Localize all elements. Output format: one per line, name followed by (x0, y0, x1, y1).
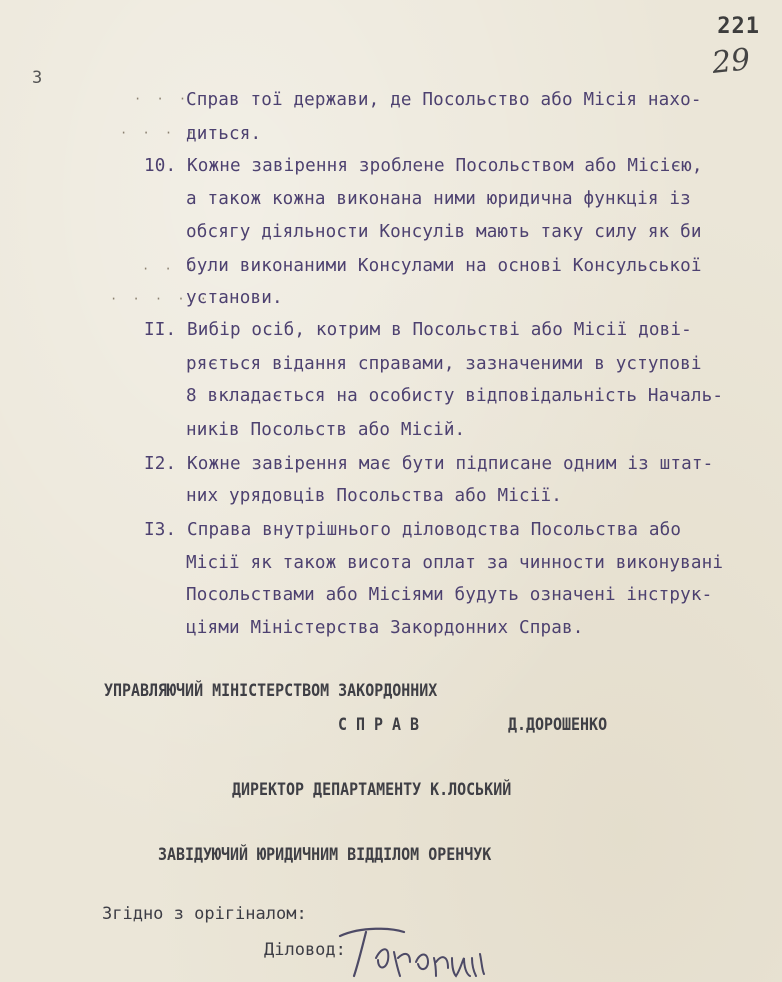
minister-name: Д.ДОРОШЕНКО (508, 715, 608, 735)
archive-number-handwritten: 29 (710, 42, 752, 81)
text-line: I2. Кожне завірення має бути підписане одним із штат- (144, 454, 714, 474)
text-line: ряється відання справами, зазначеними в уступові (186, 354, 702, 374)
text-line: Посольствами або Місіями будуть означені інструк- (186, 585, 713, 605)
handwritten-signature (332, 918, 492, 980)
text-line: 10. Кожне завірення зроблене Посольством або Місією, (144, 156, 703, 176)
margin-dots: · · · (142, 262, 199, 276)
text-line: диться. (186, 124, 262, 144)
text-line: Справ тої держави, де Посольство або Місія нахо- (186, 90, 702, 110)
text-line: були виконаними Консулами на основі Консульської (186, 256, 702, 276)
certification-text: Згідно з орігіналом: (102, 904, 307, 924)
page-number: 3 (32, 68, 43, 88)
text-line: 8 вкладається на особисту відповідальність Началь- (186, 386, 724, 406)
margin-dots: · · · · (120, 126, 199, 140)
director-signature: ДИРЕКТОР ДЕПАРТАМЕНТУ К.ЛОСЬКИЙ (232, 780, 512, 800)
archive-number: 221 (717, 14, 760, 39)
text-line: I3. Справа внутрішнього діловодства Посольства або (144, 520, 682, 540)
text-line: ціями Міністерства Закордонних Справ. (186, 618, 584, 638)
text-line: Місії як також висота оплат за чинности виконувані (186, 553, 724, 573)
text-line: них урядовців Посольства або Місії. (186, 486, 562, 506)
text-line: II. Вибір осіб, котрим в Посольстві або Місії дові- (144, 320, 692, 340)
clerk-label: Діловод: (264, 940, 346, 960)
margin-dots: · · · · · (110, 292, 212, 306)
margin-dots: · · · (134, 92, 191, 106)
text-line: обсягу діяльности Консулів мають таку силу як би (186, 222, 702, 242)
legal-head-signature: ЗАВІДУЮЧИЙ ЮРИДИЧНИМ ВІДДІЛОМ ОРЕНЧУК (158, 845, 492, 865)
minister-title: УПРАВЛЯЮЧИЙ МІНІСТЕРСТВОМ ЗАКОРДОННИХ (104, 681, 438, 701)
text-line: а також кожна виконана ними юридична функція із (186, 189, 691, 209)
minister-title-cont: С П Р А В (338, 715, 420, 735)
text-line: установи. (186, 288, 283, 308)
text-line: ників Посольств або Місій. (186, 420, 466, 440)
